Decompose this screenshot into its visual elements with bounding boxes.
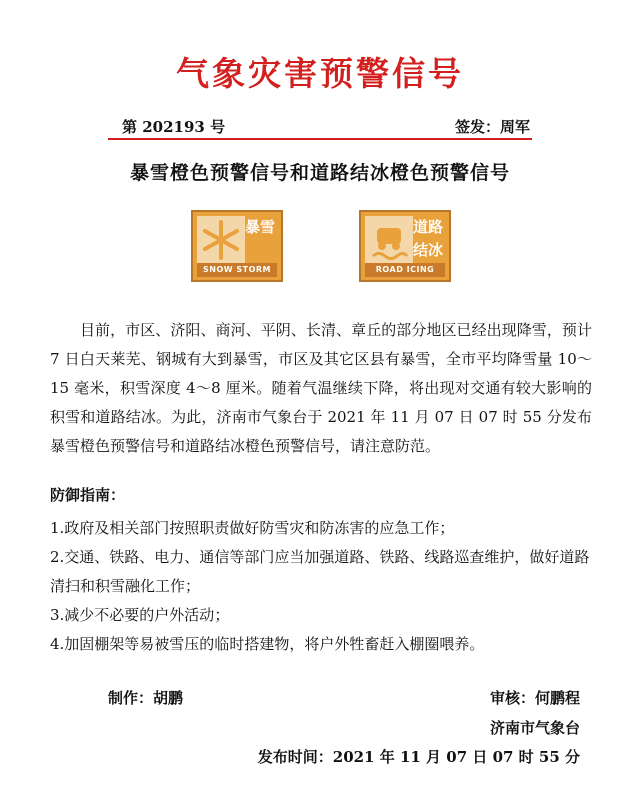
document-title: 气象灾害预警信号 [176,54,464,93]
snowflake-icon [197,216,245,264]
signer: 签发：周军 [454,118,530,136]
guide-list [50,514,592,659]
guide-item: 2.交通、铁路、电力、通信等部门应当加强道路、铁路、线路巡查维护，做好道路清扫和积雪融化工作； [50,548,590,595]
snowstorm-warning-sign [191,210,283,282]
road-icing-warning-sign [359,210,451,282]
sign-label-en: SNOW STORM [197,263,277,277]
issuing-organization: 济南市气象台 [489,719,580,737]
header-divider [108,138,532,140]
maker: 制作：胡鹏 [108,689,184,707]
sign-label-en: ROAD ICING [365,263,445,277]
skidding-car-icon [365,216,413,264]
release-time: 发布时间：2021 年 11 月 07 日 07 时 55 分 [257,748,580,766]
guide-item: 3.减少不必要的户外活动； [50,606,230,624]
warning-body-text: 目前，市区、济阳、商河、平阴、长清、章丘的部分地区已经出现降雪，预计 7 日白天莱芜、钢城有大到暴雪，市区及其它区县有暴雪，全市平均降雪量 10～15 毫米，积雪深度 4～8 厘米。随着气温继续下降，将出现对交通有较大影响的积雪和道路结冰。为此，济南市气象台于 2021 年 11 月 07 日 07 时 55 分发布暴雪橙色预警信号和道路结冰橙色预警信号，请注意防范。 [50,321,592,455]
guide-item: 1.政府及相关部门按照职责做好防雪灾和防冻害的应急工作； [50,519,455,537]
reviewer: 审核：何鹏程 [489,689,580,707]
warning-subtitle: 暴雪橙色预警信号和道路结冰橙色预警信号 [129,162,510,184]
sign-label-cn: 道路结冰 [412,218,443,259]
issue-number: 第 202193 号 [122,118,226,136]
guide-heading: 防御指南： [50,486,126,504]
guide-item: 4.加固棚架等易被雪压的临时搭建物，将户外牲畜赶入棚圈喂养。 [50,635,485,653]
sign-label-cn: 暴雪 [244,218,275,236]
